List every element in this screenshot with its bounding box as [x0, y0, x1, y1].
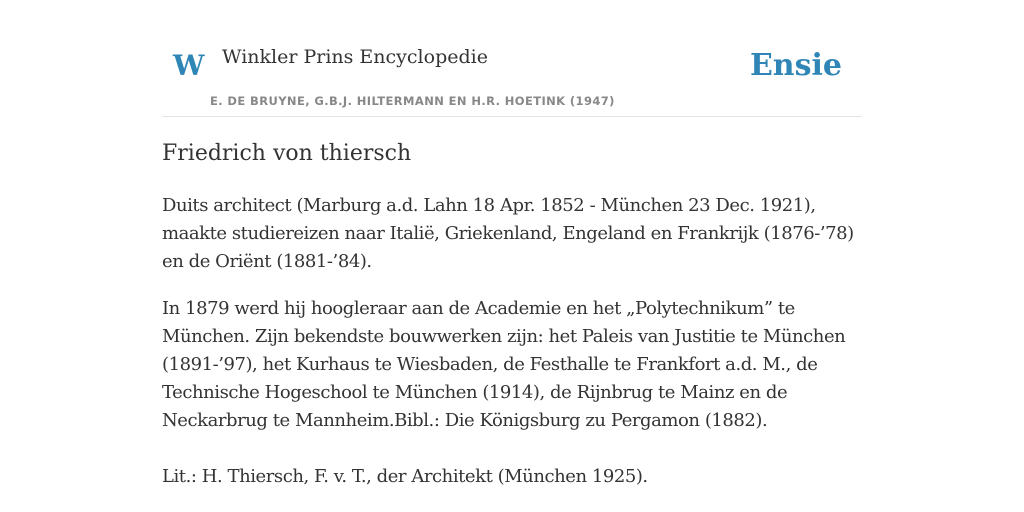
source-logo-letter[interactable]: W [173, 49, 205, 82]
source-authors: E. DE BRUYNE, G.B.J. HILTERMANN EN H.R. HOETINK (1947) [210, 94, 615, 108]
source-header [162, 0, 862, 117]
ensie-logo[interactable]: Ensie [749, 48, 842, 83]
article-title: Friedrich von thiersch [162, 141, 412, 166]
article-paragraph: Duits architect (Marburg a.d. Lahn 18 Apr. 1852 - München 23 Dec. 1921), maakte studiereizen naar Italië, Griekenland, Engeland en Frankrijk (1876-’78) en de Oriënt (1881-’84). [162, 195, 854, 272]
article-paragraph: Lit.: H. Thiersch, F. v. T., der Architekt (München 1925). [162, 466, 648, 487]
article-body [162, 192, 862, 491]
article-paragraph: In 1879 werd hij hoogleraar aan de Academie en het „Polytechnikum” te München. Zijn bekendste bouwwerken zijn: het Paleis van Justitie te München (1891-’97), het Kurhaus te Wiesbaden, de Festhalle te Frankfort a.d. M., de Technische Hogeschool te München (1914), de Rijnbrug te Mainz en de Neckarbrug te Mannheim.Bibl.: Die Königsburg zu Pergamon (1882). [162, 298, 846, 431]
article [162, 138, 862, 491]
source-title[interactable]: Winkler Prins Encyclopedie [222, 46, 488, 68]
